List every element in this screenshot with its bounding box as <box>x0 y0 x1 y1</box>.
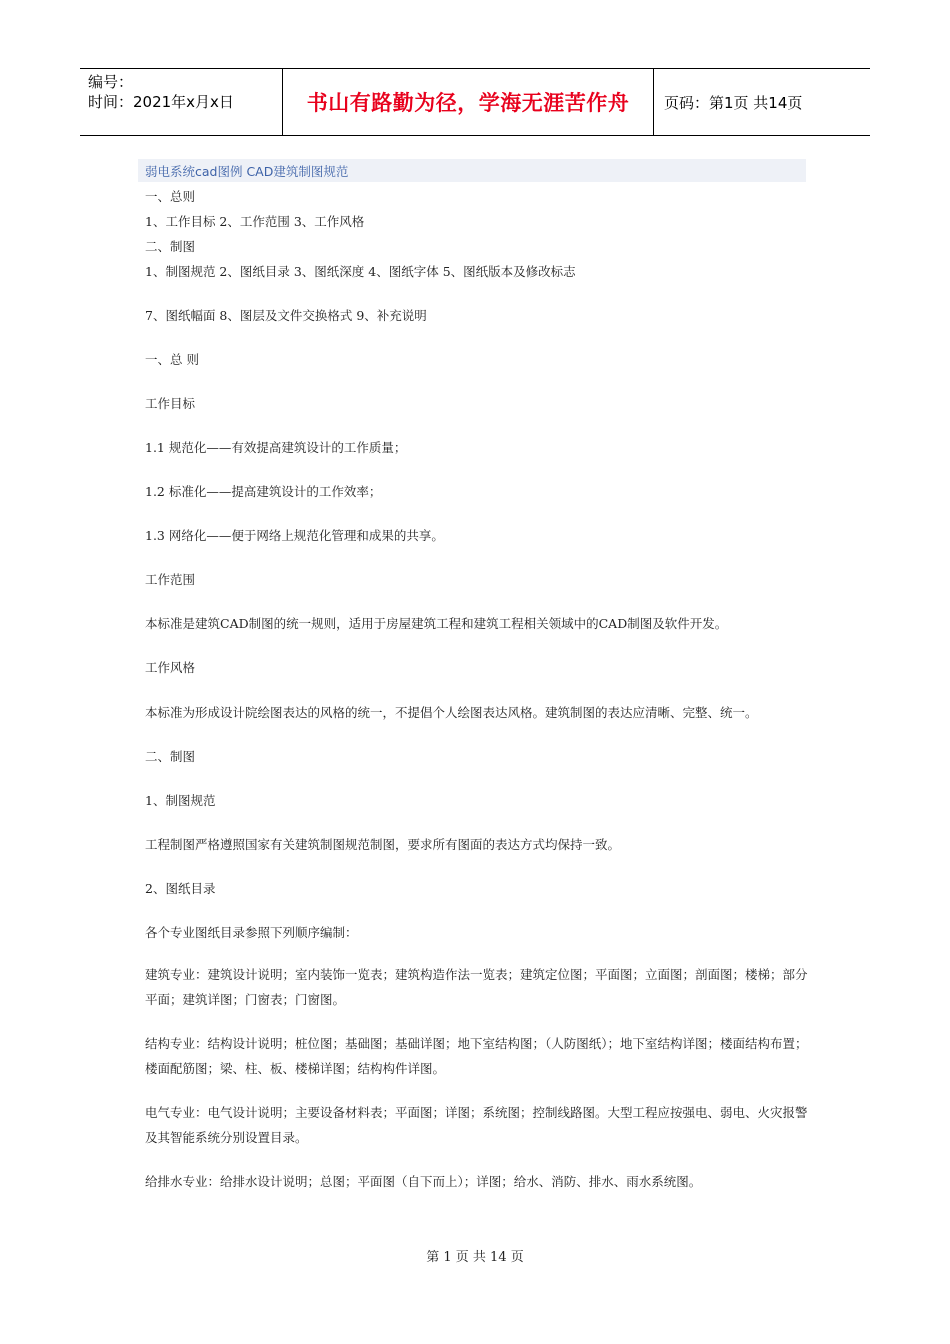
paragraph-structure: 结构专业：结构设计说明；桩位图；基础图；基础详图；地下室结构图；（人防图纸）；地下室结构详图；楼面结构布置；楼面配筋图；梁、柱、板、楼梯详图；结构构件详图。 <box>145 1036 808 1076</box>
toc-heading-2: 二、制图 <box>145 239 196 254</box>
toc-items-3: 7、图纸幅面 8、图层及文件交换格式 9、补充说明 <box>145 308 427 323</box>
number-label: 编号： <box>88 73 134 91</box>
toc-items-2: 1、制图规范 2、图纸目录 3、图纸深度 4、图纸字体 5、图纸版本及修改标志 <box>145 264 576 279</box>
goal-item-3: 1.3 网络化——便于网络上规范化管理和成果的共享。 <box>145 528 444 543</box>
subheading-scope: 工作范围 <box>145 572 196 587</box>
page-footer: 第 1 页 共 14 页 <box>426 1250 524 1265</box>
paragraph-electrical: 电气专业：电气设计说明；主要设备材料表；平面图；详图；系统图；控制线路图。大型工程应按强电、弱电、火灾报警及其智能系统分别设置目录。 <box>145 1105 808 1145</box>
subheading-style: 工作风格 <box>145 660 196 675</box>
toc-items-1: 1、工作目标 2、工作范围 3、工作风格 <box>145 214 365 229</box>
subheading-catalog: 2、图纸目录 <box>145 881 216 896</box>
paragraph-plumbing: 给排水专业：给排水设计说明；总图；平面图（自下而上）；详图；给水、消防、排水、雨水系统图。 <box>145 1174 702 1189</box>
toc-heading-1: 一、总则 <box>145 189 196 204</box>
header-motto: 书山有路勤为径，学海无涯苦作舟 <box>282 69 654 135</box>
paragraph-architecture: 建筑专业：建筑设计说明；室内装饰一览表；建筑构造作法一览表；建筑定位图；平面图；立面图；剖面图；楼梯；部分平面；建筑详图；门窗表；门窗图。 <box>145 967 808 1007</box>
section-heading-general: 一、总 则 <box>145 352 199 367</box>
time-label: 时间：2021年x月x日 <box>88 93 234 111</box>
page-header <box>80 68 870 136</box>
header-meta <box>80 69 282 135</box>
subheading-goal: 工作目标 <box>145 396 196 411</box>
catalog-intro: 各个专业图纸目录参照下列顺序编制： <box>145 925 358 940</box>
standards-text: 工程制图严格遵照国家有关建筑制图规范制图，要求所有图面的表达方式均保持一致。 <box>145 837 621 852</box>
goal-item-1: 1.1 规范化——有效提高建筑设计的工作质量； <box>145 440 407 455</box>
style-text: 本标准为形成设计院绘图表达的风格的统一，不提倡个人绘图表达风格。建筑制图的表达应清晰、完整、统一。 <box>145 705 758 720</box>
document-title: 弱电系统cad图例 CAD建筑制图规范 <box>138 159 806 182</box>
goal-item-2: 1.2 标准化——提高建筑设计的工作效率； <box>145 484 382 499</box>
section-heading-drawing: 二、制图 <box>145 749 196 764</box>
subheading-standards: 1、制图规范 <box>145 793 216 808</box>
header-page-info: 页码：第1页 共14页 <box>664 93 803 112</box>
scope-text: 本标准是建筑CAD制图的统一规则，适用于房屋建筑工程和建筑工程相关领域中的CAD制图及软件开发。 <box>145 616 728 631</box>
